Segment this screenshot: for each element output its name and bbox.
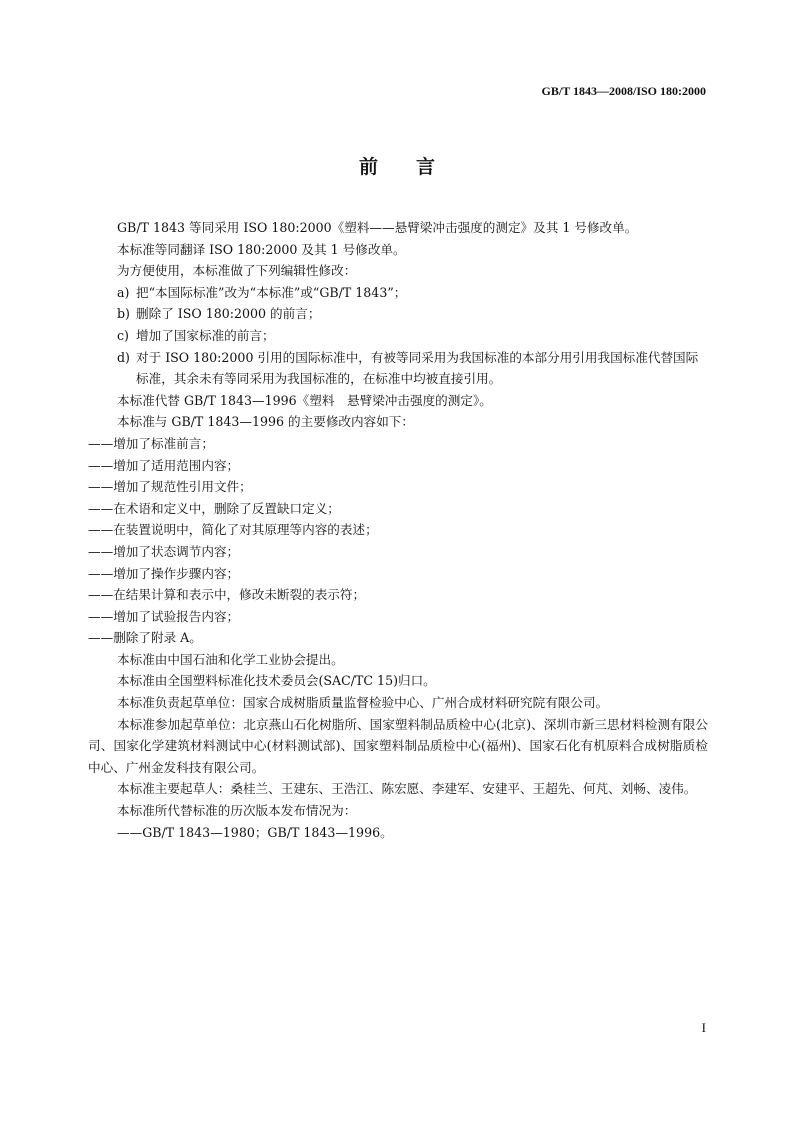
paragraph: 为方便使用，本标准做了下列编辑性修改：: [117, 263, 357, 279]
dash-item: ——增加了规范性引用文件；: [88, 479, 252, 495]
list-text: 把“本国际标准”改为“本标准”或“GB/T 1843”；: [136, 284, 407, 300]
paragraph: 本标准主要起草人：桑桂兰、王建东、王浩江、陈宏愿、李建军、安建平、王超先、何芃、刘畅、凌伟。: [117, 781, 697, 797]
dash-item: ——增加了状态调节内容；: [88, 543, 240, 559]
foreword-body: [88, 217, 708, 843]
paragraph: 本标准由中国石油和化学工业协会提出。: [117, 651, 344, 667]
list-marker: c): [117, 327, 129, 343]
paragraph: 本标准负责起草单位：国家合成树脂质量监督检验中心、广州合成材料研究院有限公司。: [117, 695, 609, 711]
list-item: [88, 282, 708, 304]
list-text: 对于 ISO 180:2000 引用的国际标准中，有被等同采用为我国标准的本部分用引用我国标准代替国际标准，其余未有等同采用为我国标准的，在标准中均被直接引用。: [136, 349, 699, 387]
list-item: [88, 303, 708, 325]
page-title: 前言: [358, 156, 473, 178]
dash-item: ——增加了适用范围内容；: [88, 457, 240, 473]
dash-item: ——增加了标准前言；: [88, 435, 214, 451]
paragraph: 本标准与 GB/T 1843—1996 的主要修改内容如下：: [117, 414, 414, 430]
paragraph: 本标准等同翻译 ISO 180:2000 及其 1 号修改单。: [117, 241, 406, 257]
list-item: [88, 347, 708, 390]
dash-item: ——增加了试验报告内容；: [88, 608, 240, 624]
list-marker: a): [117, 284, 130, 300]
paragraph: 本标准由全国塑料标准化技术委员会(SAC/TC 15)归口。: [117, 673, 436, 689]
list-text: 删除了 ISO 180:2000 的前言；: [136, 306, 321, 322]
standard-code-header: GB/T 1843—2008/ISO 180:2000: [541, 84, 706, 98]
list-text: 增加了国家标准的前言；: [136, 327, 275, 343]
paragraph: 本标准所代替标准的历次版本发布情况为：: [117, 803, 357, 819]
paragraph: 本标准参加起草单位：北京燕山石化树脂所、国家塑料制品质检中心(北京)、深圳市新三思材料检测有限公司、国家化学建筑材料测试中心(材料测试部)、国家塑料制品质检中心(福州)、国家石化有机原料合成树脂质检中心、广州金发科技有限公司。: [88, 716, 708, 775]
dash-item: ——增加了操作步骤内容；: [88, 565, 240, 581]
paragraph: 本标准代替 GB/T 1843—1996《塑料 悬臂梁冲击强度的测定》。: [117, 392, 492, 408]
dash-item: ——在术语和定义中，删除了反置缺口定义；: [88, 500, 340, 516]
paragraph: ——GB/T 1843—1980；GB/T 1843—1996。: [117, 824, 393, 840]
page-number: I: [701, 1020, 706, 1035]
dash-item: ——删除了附录 A。: [88, 630, 202, 646]
list-item: [88, 325, 708, 347]
list-marker: b): [117, 306, 130, 322]
dash-item: ——在装置说明中，简化了对其原理等内容的表述；: [88, 522, 378, 538]
list-marker: d): [117, 349, 130, 365]
dash-item: ——在结果计算和表示中，修改未断裂的表示符；: [88, 587, 366, 603]
paragraph: GB/T 1843 等同采用 ISO 180:2000《塑料——悬臂梁冲击强度的测定》及其 1 号修改单。: [117, 220, 638, 235]
